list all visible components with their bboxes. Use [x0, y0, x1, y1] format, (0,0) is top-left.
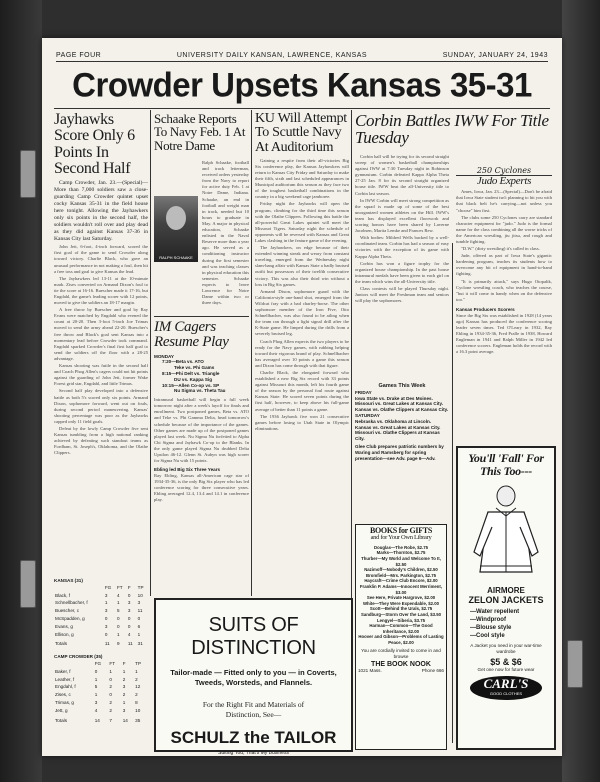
table-row — [54, 707, 148, 715]
table-header-row — [54, 660, 148, 668]
column-header: TP — [135, 660, 142, 666]
box-score-title: KANSAS (31) — [54, 578, 83, 583]
paragraph: Class contests will be played Thursday night. Juniors will meet the Freshman team and seniors will play the sophomores. — [355, 285, 449, 304]
section-rule — [154, 316, 249, 317]
ad-title: SUITS OF DISTINCTION — [191, 614, 316, 659]
table-row — [54, 631, 148, 639]
story-headline: KU Will Attempt To Scuttle Navy At Auditorium — [255, 111, 347, 155]
schaake-photo — [154, 196, 198, 262]
table-row — [54, 592, 148, 600]
game-item: Kansas vs. Olathe Clippers at Kansas City. — [355, 407, 449, 413]
paragraph: Second half play developed into a defensive battle as both 5's scored only six points. Armand Dixon, sophomore forward, went out on fouls, during second period maneuvering. Kansas' shooting percentage was poor as the Jayhawks capped only 11 field goals. — [54, 388, 148, 424]
story-corbin — [355, 112, 551, 147]
story-navy — [255, 112, 349, 433]
stat-cell: 3 — [104, 623, 108, 629]
logo-text: CARL'S — [483, 676, 529, 692]
story-body: Since the Big Six was established in 1928 (14 years ago) Kansas has produced the conference scoring leader seven times. Ted O'Leary in 1932, Ray Ebling in 1934-35-36, Fred Pralle in 1938, Howard Engleman in 1941 and Ralph Miller in 1942 led conference scorers. Engleman holds the record with a 16.3 point average. — [456, 312, 552, 355]
stat-cell: 4 — [94, 707, 98, 713]
game-item: Missouri vs. Olathe Clippers at Kansas City. — [355, 430, 440, 442]
stat-cell: 1 — [116, 600, 120, 606]
column-header: F — [122, 660, 126, 666]
stat-cell: 0 — [109, 692, 112, 698]
paragraph: Coach Phog Allen expects the two players to be ready for the Navy games, with rubbing helping toward their vigorous brand of play. Schnellbacher has averaged over 10 points a game this season and Dixon has come through with that figure. — [255, 338, 349, 368]
stat-cell: 3 — [122, 684, 126, 690]
book-item: Nazimoff—Nobody's Children, $2.50 — [364, 567, 438, 573]
stat-cell: 14 — [94, 717, 100, 723]
binder-hinge — [20, 150, 36, 198]
player-name-cell: Evans, g — [55, 623, 73, 629]
player-name-cell: Ellison, g — [55, 631, 74, 637]
game-item: Kansas vs. Great Lakes at Kansas City. — [355, 424, 441, 430]
photo-caption: RALPH SCHAAKE — [159, 255, 193, 260]
book-item: Douglas—The Robe, $2.75 — [374, 544, 428, 550]
newspaper-page — [42, 38, 562, 756]
ad-title: You'll 'Fall' For This Too--- — [468, 451, 544, 478]
player-name-cell: Black, f — [55, 592, 71, 598]
ad-line: For the Right Fit and Materials of Distinction, See— — [202, 700, 305, 719]
player-name-cell: Leather, f — [55, 676, 75, 682]
stat-cell: 2 — [135, 692, 138, 698]
paragraph: Gaining a respite from their all-victories Big Six conference play, the Kansas Jayhawkers will return to Kansas City Friday and Saturday to make their fifth, sixth and last scheduled appearances in Municipal auditorium this season as they face two of the toughest basketball combinations in the country in a big weekend cage jamboree. — [255, 157, 349, 200]
stat-cell: 11 — [127, 641, 133, 647]
paragraph: Jude, offered as part of Iowa State's gigantic hardening program, teaches its students how to overcome any bit of equipment in hand-to-hand fighting. — [456, 253, 552, 277]
story-body — [54, 180, 148, 456]
paragraph: Defeat by the lowly Camp Crowder five sent Kansas tumbling from a high national ranking achieved by defeating such standout teams as Fordham, St. Joseph's, Oklahoma, and the Olathe Clippers. — [54, 425, 148, 456]
game-item: Nebraska vs. Oklahoma at Lincoln. — [355, 418, 432, 424]
story-body: Ray Ebling, Kansas all-American cage star of 1934-35-36, is the only Big Six player who has led conference scoring for three consecutive years. Ebling averaged 12.4, 13.4 and 14.1 in conference play. — [154, 473, 249, 503]
stat-cell: 5 — [116, 608, 120, 614]
glee-club-notice: Glee Club prepares patriotic numbers by Waring and Ramsberg for spring presentation—see Adv. page 6—Adv. — [355, 443, 444, 461]
player-name-cell: Totals — [55, 641, 67, 647]
stat-cell: 0 — [137, 615, 141, 621]
stat-cell: 0 — [104, 631, 108, 637]
book-nook-ad — [355, 524, 447, 750]
stat-cell: 14 — [122, 717, 128, 723]
schedule-item: 10:15—Allen Co-op vs. SP — [162, 382, 220, 388]
paragraph: John Jett, 6-foot, 4-inch forward, scored the first goal of the game to send Crowder along toward victory. Charlie Black, who gave an unusual performance in not making a foul, then hit a free toss and goal to give Kansas the lead. — [54, 244, 148, 274]
book-item: Marks—Thornton, $2.75 — [376, 550, 426, 556]
shop-name: THE BOOK NOOK — [371, 661, 431, 669]
banner-headline: Crowder Upsets Kansas 35-31 — [72, 65, 532, 104]
totals-row — [54, 638, 148, 648]
stat-cell: 9 — [116, 641, 120, 647]
stat-cell: 10 — [137, 592, 143, 598]
schedule-item: 7:20—Beta vs. ATO — [162, 359, 204, 365]
shop-contact — [358, 668, 444, 674]
paragraph: Ames, Iowa, Jan. 23—(Special)—Don't be afraid that Iowa State student isn't planning to hit you with that black belt he's carrying—not unless you "choose" him first. — [456, 189, 552, 213]
story-im-cagers — [154, 320, 249, 503]
carls-jacket-ad — [456, 446, 556, 750]
banner-rule — [54, 108, 550, 109]
table-row — [54, 683, 148, 691]
story-headline: IM Cagers Resume Play — [154, 319, 229, 351]
player-name-cell: Schnellbacher, f — [55, 600, 88, 606]
column-rule — [251, 110, 252, 596]
stat-cell: 1 — [122, 668, 126, 674]
story-subheadline: Judo Experts — [476, 175, 532, 187]
player-name-cell: Trimas, g — [55, 699, 74, 705]
schulz-tailor-ad — [154, 598, 353, 756]
stat-cell: 0 — [109, 676, 112, 682]
stat-cell: 6 — [137, 623, 141, 629]
games-this-week — [355, 384, 449, 461]
paragraph: The clubs some 250 Cyclones carry are standard character equipment for "judo." Judo is the formal name for the class combining all the worse tricks of the American wrestling, jiu jitsu, and rough and tumble fighting. — [456, 214, 552, 244]
paragraph: "It is primarily attack," says Hugo Otopalik, Cyclone wrestling coach, who teaches the course, "but it will come in handy when on the defensive too." — [456, 278, 552, 302]
kansas-stats-table — [54, 584, 148, 648]
stat-cell: 0 — [127, 615, 131, 621]
stat-cell: 2 — [109, 684, 112, 690]
story-body: Ralph Schaake, football and track letterman, received orders yesterday from the Navy to report for active duty Feb. 1 at Notre Dame, Indiana. Schaake, an end in football and weight man in track, needed but 10 hours to graduate in May. A major in physical education, Schaake enlisted in the Naval Reserve more than a year ago. He served as a conditioning instructor during the first semester and was teaching classes in physical education this semester. Schaake expects to leave Lawrence for Notre Dame within two or three days. — [202, 160, 249, 306]
paragraph: The Jayhawkers led 13-11 at the 10-minute mark. Zises converted on Armand Dixon's foul to tie the score at 16-16. Buescher made it 17-16, but Engdahl, the game's leading scorer with 12 points, moved to give the soldiers an 18-17 margin. — [54, 275, 148, 306]
stat-cell: 11 — [137, 608, 143, 614]
paragraph: In IWW Corbin will meet strong competition as the squad is made up of some of the best unorganized women athletes on the Hill. IWW's team has displayed excellent floorwork and scoring honors have been shared by Laverne Jacobsen, Marita Lemke and Frances Rew. — [355, 197, 449, 234]
story-headline: Corbin Battles IWW For Title Tuesday — [355, 111, 549, 148]
stat-cell: 3 — [137, 600, 141, 606]
paragraph: Armand Dixon, sophomore guard with the California-style one-hand shot, emerged from the Wildcat fray with a bad charley-horse. The other sophomore member of the Iron Five, Otto Schnellbacher, was also found to be ailing when the team ran through a light signal drill after the K-State game. He limped during the drills from a severely bruised leg. — [255, 288, 349, 337]
table-header-row — [54, 584, 148, 592]
column-header: TP — [137, 584, 144, 590]
table-row — [54, 607, 148, 615]
player-name-cell: Jett, g — [55, 707, 68, 713]
book-item: Franklin P. Adams—Innocent Merriment, $3.00 — [359, 583, 443, 595]
shop-address: 1021 Mass. — [358, 667, 382, 673]
player-name-cell: Totals — [55, 717, 67, 723]
table-row — [54, 668, 148, 676]
ad-price: $5 & $6 — [490, 656, 522, 667]
column-header: FT — [116, 584, 123, 590]
story-body — [355, 154, 449, 305]
ad-note: Get one now for future wear — [477, 666, 535, 672]
story-headline: Schaake Reports To Navy Feb. 1 At Notre Dame — [154, 111, 246, 153]
paragraph: The Jayhawkers, on edge because of their extended winning streak and weary from constant traveling, emerged from the Wednesday night slam-bang affair with Kansas State a badly bruised outfit but possessors of their twelfth consecutive victory. This was also their third win without a loss in Big Six games. — [255, 245, 349, 287]
column-rule — [452, 243, 453, 743]
ad-subtitle: and for Your Own Library — [370, 534, 432, 542]
folio-line — [56, 52, 548, 62]
table-row — [54, 599, 148, 607]
schedule-item: DU vs. Kappa Sig — [174, 376, 213, 382]
stat-cell: 0 — [127, 592, 131, 598]
stat-cell: 8 — [135, 699, 138, 705]
book-item: Haycraft—Crime Club Encore, $2.00 — [364, 578, 438, 584]
logo-subtext: GOOD CLOTHES — [489, 691, 523, 697]
stat-cell: 3 — [122, 707, 126, 713]
player-name-cell: Baker, f — [55, 668, 71, 674]
paper-name: UNIVERSITY DAILY KANSAN, LAWRENCE, KANSAS — [176, 52, 368, 59]
carls-logo — [470, 676, 542, 700]
stat-cell: 2 — [135, 676, 138, 682]
subhead: Ebling led Big Six Three Years — [154, 467, 221, 473]
stat-cell: 5 — [94, 684, 98, 690]
binder-hinge — [567, 640, 583, 688]
paragraph: Kansas shooting was futile in the second half and Coach Phog Allen's cagers could not hit points against the guarding of John Jett, former Wake Forest grid star, Engdahl, and little Trimas. — [54, 363, 148, 387]
book-item: White—They Were Expendable, $2.00 — [362, 600, 440, 606]
book-item: Bromfield—Mrs. Parkington, $2.75 — [366, 572, 436, 578]
book-item: Scott—Behind the Urals, $2.75 — [369, 606, 433, 612]
games-title: Games This Week — [378, 383, 426, 389]
feature-list — [470, 608, 554, 640]
story-body — [456, 189, 552, 303]
stat-cell: 4 — [127, 631, 131, 637]
stat-cell: 2 — [109, 707, 112, 713]
stat-cell: 1 — [94, 676, 98, 682]
stat-cell: 12 — [135, 684, 141, 690]
story-crowder — [54, 112, 148, 457]
table-row — [54, 615, 148, 623]
stat-cell: 1 — [135, 668, 138, 674]
ad-tagline: You are cordially invited to come in and browse — [361, 648, 441, 660]
player-name-cell: Zises, c — [55, 692, 71, 698]
feature-item: —Water repellent — [470, 609, 520, 615]
feature-item: —Cool style — [470, 633, 505, 639]
shop-phone: Phone 666 — [421, 667, 444, 673]
totals-row — [54, 715, 148, 725]
stat-cell: 35 — [135, 717, 141, 723]
paragraph: Friday night the Jayhawks will open the program, climbing for the third time this season with the Olathe Clippers. Following this battle the all-powerful Great Lakes quintet will meet the Missouri Tigers. Saturday night the schedule of opponents will be reversed with Kansas and Great Lakes clashing in the feature game of the evening. — [255, 201, 349, 244]
stat-cell: 3 — [94, 699, 98, 705]
stat-cell: 11 — [104, 641, 110, 647]
stat-cell: 0 — [94, 668, 98, 674]
paragraph: The 1936 Jayhawk five won 21 consecutive games before losing to Utah State in Olympic eliminations. — [255, 413, 349, 431]
games-day: SATURDAY — [355, 412, 380, 418]
story-cyclones — [456, 166, 552, 355]
ad-note: A Jacket you need in your war-time wardrobe — [470, 643, 542, 654]
story-headline: 250 Cyclones — [456, 166, 552, 176]
story-schaake — [154, 112, 249, 152]
paragraph: "D.W." (dirty wrestling) it's called in class. — [461, 246, 540, 252]
column-rule — [150, 110, 151, 596]
box-score-title: CAMP CROWDER (35) — [54, 654, 103, 660]
paragraph: Corbin has won a figure trophy for the organized house championship. In the past house intramural medals have been given to each girl on the team which wins the all-University title. — [355, 260, 449, 284]
table-row — [54, 699, 148, 707]
stat-cell: 2 — [109, 699, 112, 705]
schedule-item: 8:15—Phi Delt vs. Triangle — [162, 370, 220, 376]
ad-brand: SCHULZ the TAILOR — [170, 728, 337, 747]
paragraph: A free throw by Buescher and goal by Ray Evans were matched by Engdahl who evened the count at 20-20. Then 3-foot 5-inch Joe Trimas moved to send the army ahead 22-20. Buescher's free throw and Black's goal sent Kansas into a momentary lead before Crowder took command. Engdahl sparked Crowder's final first half goal to send the soldiers off the floor with a 28-25 advantage. — [54, 307, 148, 361]
book-list — [358, 545, 444, 646]
book-item: Hoover and Gibson—Problems of Lasting Peace, $2.00 — [358, 634, 444, 645]
feature-item: —Windproof — [470, 617, 506, 623]
book-item: Sandburg—Storm Over the Land, $3.50 — [361, 611, 441, 617]
stat-cell: 3 — [104, 608, 108, 614]
player-name-cell: McSpadden, g — [55, 615, 85, 621]
player-name-cell: Engdahl, f — [55, 684, 76, 690]
paragraph: Corbin hall will be trying for its second straight sweep of women's basketball championships against IWW at 7:30 Tuesday night in Robinson gymnasium. Corbin defeated Kappa Alpha Theta 27-25 Jan. 8 for its second straight organized house title. IWW beat the all-University title to Corbin last season. — [355, 154, 449, 196]
paragraph: With bodies: Mildred Wells backed by a well-coordinated team. Corbin has had a season of easy victories with the exception of its game with Kappa Alpha Theta. — [355, 235, 449, 259]
stat-cell: 1 — [94, 692, 98, 698]
schedule-item: Teke vs. Phi Gams — [174, 365, 215, 371]
schedule-item: Nu Sigma vs. Theta Tau — [174, 388, 226, 394]
column-header: FG — [94, 660, 102, 666]
player-name-cell: Buescher, c — [55, 608, 80, 614]
column-header: FG — [104, 584, 112, 590]
story-body: Intramural basketball will begin a full week tomorrow night after a week's layoff for finals and enrollment. Two postponed games, Beta vs. ATO and Teke vs. Phi Gamma Delta, head tomorrow's schedule because of the importance of the games. Other games are made up of the postponed games played last week. Nu Sigma Nu forfeited to Alpha Chi Sigma and Jayhawk Co-op to the Blanks. In the only game played Sigma Nu drubbed Delta Upsilon 46-12. Glenn St. Aubyn was high scorer for Sigma Nu with 15 points. — [154, 397, 249, 464]
book-item: Lengyel—Siberia, $3.75 — [376, 617, 425, 623]
stat-cell: 4 — [116, 592, 120, 598]
page-number: PAGE FOUR — [56, 52, 102, 59]
binder-hinge — [20, 560, 36, 608]
stat-cell: 0 — [127, 623, 131, 629]
book-item: Harman—Common—The Good Inheritance, $2.00 — [369, 623, 433, 634]
ad-line: Tailor-made — Fitted only to you — in Coverts, Tweeds, Worsteds, and Flannels. — [170, 668, 337, 687]
stat-cell: 1 — [122, 699, 126, 705]
schedule-day: MONDAY — [154, 353, 174, 359]
stat-cell: 3 — [127, 608, 131, 614]
table-row — [54, 676, 148, 684]
stat-cell: 7 — [109, 717, 112, 723]
camp-stats-table — [54, 660, 148, 724]
stat-cell: 1 — [104, 600, 108, 606]
table-row — [54, 623, 148, 631]
paragraph: Charlie Black, the elongated forward who established a new Big Six record with 33 points against Missouri this month, left his fourth game of the season by the personal foul route against Kansas State. He scored seven points during the first half, however, to keep above his full-game average of better than 11 points a game. — [255, 369, 349, 412]
stat-cell: 1 — [137, 631, 141, 637]
story-headline: Jayhawks Score Only 6 Points In Second Half — [54, 111, 135, 177]
game-item: Iowa State vs. Drake at Des Moines. — [355, 395, 433, 401]
stat-cell: 0 — [116, 615, 120, 621]
stat-cell: 0 — [116, 623, 120, 629]
story-body — [255, 158, 349, 432]
jacket-illustration-icon — [466, 482, 546, 582]
stat-cell: 2 — [122, 676, 126, 682]
paragraph: Camp Crowder, Jan. 23.—(Special)—More than 7,000 soldiers saw a close-guarding Camp Crowder quintet upset cocky Kansas 35-31 in the field house here tonight. Allowing the Jayhawkers only six points in the second half, the soldiers wouldn't roll over and play dead as they did against Kansas 37-36 in Kansas City last Saturday. — [54, 180, 148, 243]
ad-slogan: "Suiting You, That's My Business" — [216, 750, 291, 756]
portrait-face — [166, 206, 186, 230]
ad-title: BOOKS for GIFTS — [369, 526, 433, 535]
table-row — [54, 691, 148, 699]
binder-edge-left — [0, 0, 42, 782]
box-score — [54, 578, 148, 724]
stat-cell: 2 — [122, 692, 126, 698]
game-item: Missouri vs. Great Lakes at Kansas City. — [355, 401, 443, 407]
book-item: See Here, Private Hargrove, $2.00 — [366, 595, 436, 601]
ad-brand: AIRMORE — [487, 586, 525, 595]
book-item: Thurber—My World and Welcome To It, $2.50 — [361, 555, 441, 567]
column-header: F — [127, 584, 131, 590]
games-day: FRIDAY — [355, 389, 372, 395]
stat-cell: 31 — [137, 641, 143, 647]
feature-item: —Blouse style — [470, 625, 512, 631]
stat-cell: 1 — [116, 631, 120, 637]
stat-cell: 1 — [109, 668, 112, 674]
stat-cell: 3 — [104, 592, 108, 598]
ad-brand: ZELON JACKETS — [468, 595, 544, 605]
stat-cell: 10 — [135, 707, 141, 713]
issue-date: SUNDAY, JANUARY 24, 1943 — [442, 52, 548, 59]
column-header: FT — [109, 660, 116, 666]
stat-cell: 3 — [127, 600, 131, 606]
stat-cell: 0 — [104, 615, 108, 621]
schedule-list — [154, 359, 249, 394]
subhead: Kansas Producers Scorers — [456, 306, 515, 312]
